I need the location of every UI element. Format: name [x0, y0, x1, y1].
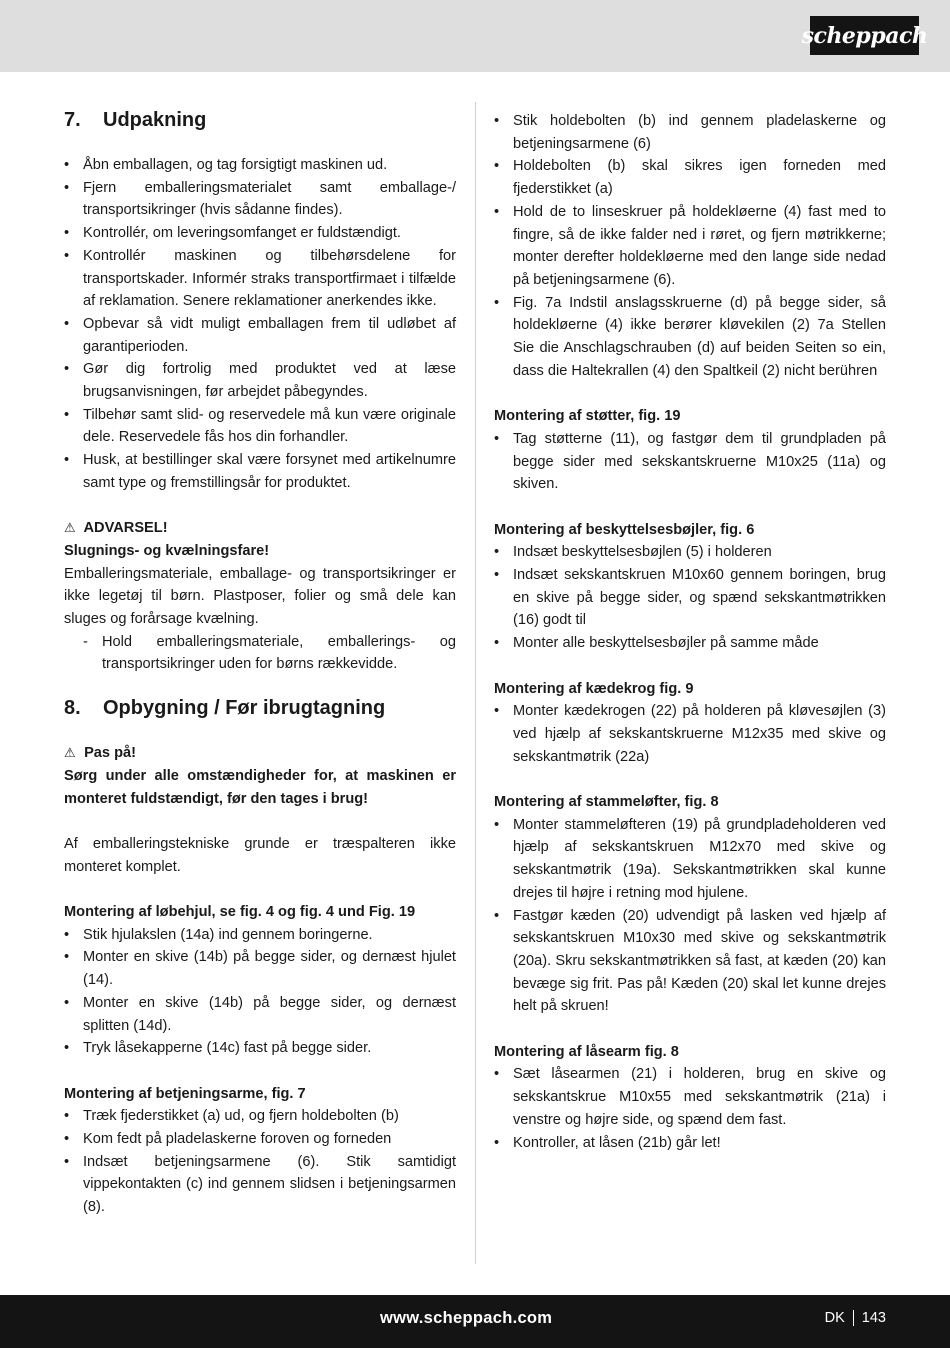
- arms-heading: Montering af betjeningsarme, fig. 7: [64, 1085, 306, 1102]
- list-item: • Monter en skive (14b) på begge sider, og dernæst splitten (14d).: [64, 992, 456, 1037]
- warning-heading: [64, 517, 456, 540]
- list-item: • Monter alle beskyttelsesbøjler på samme måde: [494, 632, 886, 655]
- list-item: • Tag støtterne (11), og fastgør dem til grundpladen på begge sider med sekskantskruerne M10x25 (11a) og skiven.: [494, 428, 886, 496]
- list-item: • Fig. 7a Indstil anslagsskruerne (d) på begge sider, så holdekløerne (4) ikke berører kløvekilen (2) 7a Stellen Sie die Anschlagschrauben (d) auf beiden Seiten so ein, dass die Haltekrallen (4) den Spaltkeil (2) nicht berühren: [494, 292, 886, 383]
- list-item: • Indsæt beskyttelsesbøjlen (5) i holderen: [494, 541, 886, 564]
- lift-list: [494, 814, 886, 1018]
- language-code: DK: [824, 1310, 845, 1326]
- list-item: • Træk fjederstikket (a) ud, og fjern holdebolten (b): [64, 1105, 456, 1128]
- arms-list: [64, 1105, 456, 1219]
- section-7-heading: [64, 108, 456, 132]
- section-title: Udpakning: [103, 109, 207, 131]
- guard-list: [494, 541, 886, 655]
- list-item: • Tilbehør samt slid- og reservedele må kun være originale dele. Reservedele fås hos din forhandler.: [64, 404, 456, 449]
- warning-subtitle: Slugnings- og kvælningsfare!: [64, 542, 270, 559]
- wheels-list: [64, 924, 456, 1060]
- list-item: • Stik holdebolten (b) ind gennem pladelaskerne og betjeningsarmene (6): [494, 110, 886, 155]
- list-item: • Husk, at bestillinger skal være forsynet med artikelnumre samt type og fremstillingsår for produktet.: [64, 449, 456, 494]
- left-column: [64, 108, 456, 1219]
- list-item: • Opbevar så vidt muligt emballagen frem til udløbet af garantiperioden.: [64, 313, 456, 358]
- warning-triangle-icon: ⚠: [64, 745, 76, 761]
- list-item: • Indsæt betjeningsarmene (6). Stik samtidigt vippekontakten (c) ind gennem slidsen i betjeningsarmen (8).: [64, 1151, 456, 1219]
- list-item: • Tryk låsekapperne (14c) fast på begge sider.: [64, 1037, 456, 1060]
- list-item: • Fjern emballeringsmaterialet samt emballage-/ transportsikringer (hvis sådanne findes).: [64, 177, 456, 222]
- hook-heading: Montering af kædekrog fig. 9: [494, 680, 694, 697]
- list-item: • Kontrollér maskinen og tilbehørsdelene for transportskader. Informér straks transportfirmaet i tilfælde af reklamation. Senere reklamationer anerkendes ikke.: [64, 245, 456, 313]
- support-heading: Montering af støtter, fig. 19: [494, 408, 681, 425]
- section-title: Opbygning / Før ibrugtagning: [103, 697, 386, 720]
- caution-title: Pas på!: [84, 745, 136, 762]
- list-item: • Monter en skive (14b) på begge sider, og dernæst hjulet (14).: [64, 946, 456, 991]
- list-item: • Åbn emballagen, og tag forsigtigt maskinen ud.: [64, 154, 456, 177]
- list-item: • Kontroller, at låsen (21b) går let!: [494, 1132, 886, 1155]
- right-column: [494, 110, 886, 1154]
- list-item: • Kom fedt på pladelaskerne foroven og forneden: [64, 1128, 456, 1151]
- warning-dash-list: [64, 631, 456, 676]
- caution-text: Sørg under alle omstændigheder for, at maskinen er monteret fuldstændigt, før den tages i brug!: [64, 767, 456, 807]
- list-item: • Fastgør kæden (20) udvendigt på lasken ved hjælp af sekskantskruen M10x30 med skive og sekskantmøtrik (20a). Skru sekskantmøtrikken så fast, at kæden (20) kan bevæge sig frit. Pas på! Kæden (20) skal let kunne drejes helt på skruen!: [494, 905, 886, 1019]
- page-footer: [0, 1295, 950, 1348]
- support-list: [494, 428, 886, 496]
- dash-item: - Hold emballeringsmateriale, emballerings- og transportsikringer uden for børns rækkevidde.: [64, 631, 456, 676]
- warning-text: Emballeringsmateriale, emballage- og transportsikringer er ikke legetøj til børn. Plastposer, folier og små dele kan sluges og forårsage kvælning.: [64, 565, 456, 628]
- list-item: • Hold de to linseskruer på holdekløerne (4) fast med to fingre, så de ikke falder ned i røret, og fjern møtrikkerne; monter derefter holdekløerne med den lange side nedad på betjeningsarmene (6).: [494, 201, 886, 292]
- website-url: www.scheppach.com: [380, 1309, 553, 1327]
- column-divider: [475, 102, 476, 1264]
- list-item: • Sæt låsearmen (21) i holderen, brug en skive og sekskantskrue M10x55 med sekskantmøtrik (21a) i venstre og højre side, og spænd dem fast.: [494, 1063, 886, 1131]
- warning-triangle-icon: ⚠: [64, 520, 76, 536]
- separator: [853, 1310, 854, 1326]
- list-item: • Holdebolten (b) skal sikres igen forneden med fjederstikket (a): [494, 155, 886, 200]
- page-number: 143: [861, 1310, 886, 1326]
- list-item: • Gør dig fortrolig med produktet ved at læse brugsanvisningen, før arbejdet påbegyndes.: [64, 358, 456, 403]
- lock-list: [494, 1063, 886, 1154]
- hook-list: [494, 700, 886, 768]
- guard-heading: Montering af beskyttelsesbøjler, fig. 6: [494, 521, 755, 538]
- caution-heading: [64, 742, 456, 765]
- unpacking-list: [64, 154, 456, 495]
- page-indicator: [825, 1310, 886, 1326]
- arms-continued-list: [494, 110, 886, 382]
- lift-heading: Montering af stammeløfter, fig. 8: [494, 794, 719, 811]
- list-item: • Indsæt sekskantskruen M10x60 gennem boringen, brug en skive på begge sider, og spænd sekskantmøtrikken (16) godt til: [494, 564, 886, 632]
- scheppach-logo: scheppach: [810, 16, 919, 55]
- lock-heading: Montering af låsearm fig. 8: [494, 1043, 679, 1060]
- list-item: • Monter kædekrogen (22) på holderen på kløvesøjlen (3) ved hjælp af sekskantskruerne M12x35 med skive og sekskantmøtrik (22a): [494, 700, 886, 768]
- intro-text: Af emballeringstekniske grunde er træspalteren ikke monteret komplet.: [64, 835, 456, 875]
- section-number: 8.: [64, 697, 81, 720]
- warning-title: ADVARSEL!: [83, 520, 168, 537]
- wheels-heading: Montering af løbehjul, se fig. 4 og fig. 4 und Fig. 19: [64, 904, 416, 921]
- page-header: [0, 0, 950, 72]
- list-item: • Kontrollér, om leveringsomfanget er fuldstændigt.: [64, 222, 456, 245]
- list-item: • Monter stammeløfteren (19) på grundpladeholderen ved hjælp af sekskantskruen M12x70 med skive og sekskantmøtrik (19a). Sekskantmøtrikken skal kunne drejes til højre i retning mod hjulene.: [494, 814, 886, 905]
- list-item: • Stik hjulakslen (14a) ind gennem boringerne.: [64, 924, 456, 947]
- section-number: 7.: [64, 109, 81, 131]
- section-8-heading: [64, 696, 456, 720]
